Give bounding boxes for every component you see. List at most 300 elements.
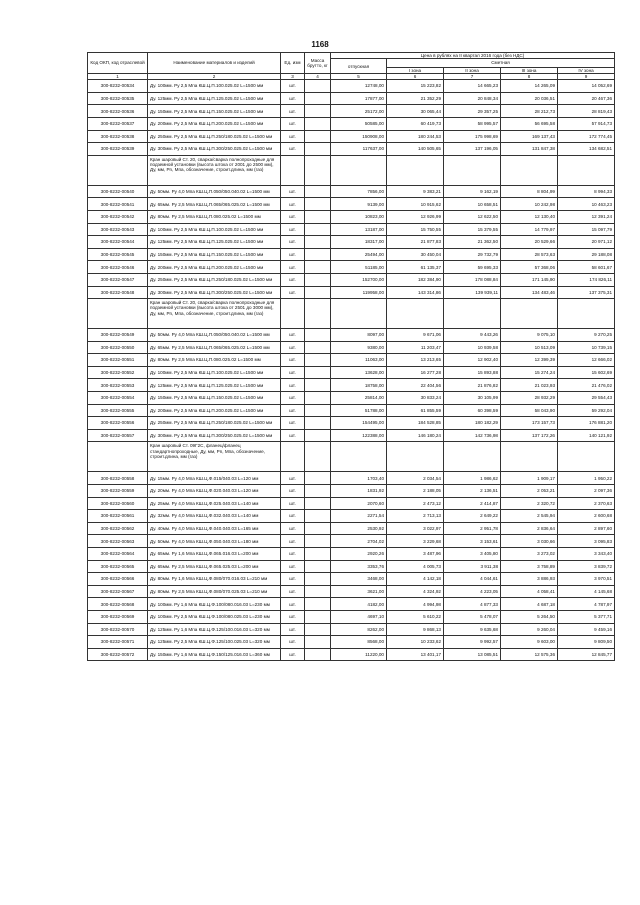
cell-unit: шт. [281,573,305,586]
cell-code: 300-8232-00537 [88,117,148,130]
table-row [88,261,615,274]
cell-mass [305,198,331,211]
cell-unit: шт. [281,80,305,93]
header-estimate: Сметная [387,59,615,68]
cell-name: Ду. 80мм. Ру 2,5 Мпа КШ.Ц.П.080.025.02 L=1500 мм [148,210,281,223]
cell-zone-3-price: 20 529,66 [501,236,558,249]
column-number: 9 [558,74,615,80]
cell-unit: шт. [281,261,305,274]
cell-zone-2-price: 139 939,11 [444,286,501,299]
column-number: 1 [88,74,148,80]
column-number: 7 [444,74,501,80]
cell-zone-2-price: 2 649,22 [444,510,501,523]
cell-name: Ду. 300мм. Ру 2,5 Мпа КШ.Ц.П.300/250.025.02 L=1500 мм [148,143,281,156]
cell-name: Ду. 100мм. Ру 2,5 Мпа КШ.Ц.П.100.025.02 L=1500 мм [148,80,281,93]
cell-release-price: 3353,76 [331,560,387,573]
cell-zone-1-price: 16 277,28 [387,366,444,379]
cell-zone-3-price: 8 804,99 [501,185,558,198]
cell-release-price: 11063,00 [331,354,387,367]
cell-release-price: 2530,92 [331,522,387,535]
cell-unit: шт. [281,366,305,379]
cell-code: 300-8232-00554 [88,392,148,405]
cell-code: 300-8232-00567 [88,585,148,598]
cell-mass [305,379,331,392]
cell-zone-4-price: 9 270,25 [558,329,615,342]
cell-name: Ду. 125мм. Ру 2,5 Мпа КШ.Ц.П.125.025.02 L=1500 мм [148,379,281,392]
cell-name: Ду. 15мм. Ру 4,0 Мпа КШ.Ц.Ф.015/040.03 L=120 мм [148,472,281,485]
cell-unit: шт. [281,392,305,405]
cell-zone-3-price: 28 212,73 [501,105,558,118]
cell-zone-1-price: 182 384,90 [387,273,444,286]
cell-code: 300-8232-00547 [88,273,148,286]
cell-zone-3-price: 9 603,00 [501,636,558,649]
cell-code: 300-8232-00562 [88,522,148,535]
cell-zone-3-price: 131 847,38 [501,143,558,156]
table-row [88,143,615,156]
cell-zone-1-price: 2 713,13 [387,510,444,523]
cell-zone-3-price: 58 043,90 [501,404,558,417]
cell-zone-1-price [387,299,444,329]
cell-name: Ду. 200мм. Ру 2,5 Мпа КШ.Ц.П.200.025.02 L=1500 мм [148,404,281,417]
table-row [88,404,615,417]
cell-zone-3-price: 137 172,26 [501,429,558,442]
column-number: 3 [281,74,305,80]
table-row [88,472,615,485]
cell-release-price: 2704,02 [331,535,387,548]
cell-unit: шт. [281,623,305,636]
cell-code: 300-8232-00564 [88,548,148,561]
group-heading-row [88,299,615,329]
cell-zone-4-price: 10 463,23 [558,198,615,211]
cell-zone-2-price [444,442,501,472]
cell-name: Кран шаровый Ст. 20, сварка/сварка полнопроходные для подземной установки (высота штока от 2501 до 3000 мм), Ду, мм, Рn, Мпа, обозначение, строит.длина, мм (газ) [148,299,281,329]
cell-zone-2-price: 3 153,61 [444,535,501,548]
cell-mass [305,598,331,611]
cell-release-price: 3468,00 [331,573,387,586]
cell-mass [305,117,331,130]
cell-zone-1-price: 30 450,04 [387,248,444,261]
cell-name: Ду. 50мм. Ру 4,0 Мпа КШ.Ц.П.050/050.040.02 L=1500 мм [148,329,281,342]
cell-unit: шт. [281,472,305,485]
cell-mass [305,286,331,299]
cell-name: Ду. 65мм. Ру 2,5 Мпа КШ.Ц.П.065/065.025.02 L=1500 мм [148,198,281,211]
cell-zone-2-price: 178 088,84 [444,273,501,286]
cell-code: 300-8232-00555 [88,404,148,417]
table-row [88,510,615,523]
cell-zone-2-price: 142 736,98 [444,429,501,442]
cell-zone-2-price: 5 478,07 [444,610,501,623]
cell-zone-4-price: 12 391,24 [558,210,615,223]
cell-zone-2-price: 20 848,34 [444,92,501,105]
cell-zone-4-price: 2 600,68 [558,510,615,523]
cell-zone-4-price: 9 809,50 [558,636,615,649]
cell-code: 300-8232-00553 [88,379,148,392]
cell-mass [305,210,331,223]
cell-zone-1-price: 2 188,05 [387,485,444,498]
cell-zone-4-price: 1 950,22 [558,472,615,485]
table-row [88,210,615,223]
cell-zone-1-price: 9 868,13 [387,623,444,636]
cell-zone-3-price: 171 145,90 [501,273,558,286]
cell-release-price: 122388,00 [331,429,387,442]
cell-zone-1-price: 61 135,37 [387,261,444,274]
cell-name: Ду. 250мм. Ру 2,5 Мпа КШ.Ц.П.250/180.025.02 L=1500 мм [148,273,281,286]
cell-zone-2-price: 15 893,88 [444,366,501,379]
cell-release-price: 12748,00 [331,80,387,93]
cell-zone-4-price: 20 467,36 [558,92,615,105]
cell-zone-1-price: 3 229,68 [387,535,444,548]
column-number: 8 [501,74,558,80]
header-code: Код ОКП, код отраслевой [88,53,148,74]
cell-code: 300-8232-00535 [88,92,148,105]
cell-release-price: 1831,92 [331,485,387,498]
cell-zone-3-price: 1 909,17 [501,472,558,485]
table-row [88,560,615,573]
cell-zone-2-price: 60 398,59 [444,404,501,417]
cell-zone-3-price: 5 264,50 [501,610,558,623]
table-row [88,105,615,118]
cell-name: Ду. 80мм. Ру 2,5 Мпа КШ.Ц.П.080.025.02 L=1500 мм [148,354,281,367]
cell-mass [305,522,331,535]
cell-code: 300-8232-00540 [88,185,148,198]
cell-release-price: 2070,60 [331,497,387,510]
cell-zone-2-price: 9 162,19 [444,185,501,198]
cell-zone-4-price: 57 914,73 [558,117,615,130]
cell-zone-2-price: 12 622,50 [444,210,501,223]
cell-name: Ду. 125мм. Ру 2,5 Мпа КШ.Ц.П.125.025.02 L=1500 мм [148,92,281,105]
cell-zone-1-price: 143 314,86 [387,286,444,299]
table-row [88,329,615,342]
cell-zone-1-price: 10 233,62 [387,636,444,649]
cell-release-price: 18758,00 [331,379,387,392]
cell-unit: шт. [281,560,305,573]
cell-code: 300-8232-00545 [88,248,148,261]
table-row [88,130,615,143]
cell-zone-3-price: 2 836,64 [501,522,558,535]
cell-code: 300-8232-00556 [88,417,148,430]
table-row [88,548,615,561]
cell-zone-4-price: 174 826,11 [558,273,615,286]
cell-zone-2-price: 1 986,62 [444,472,501,485]
cell-zone-2-price [444,155,501,185]
cell-name: Ду. 100мм. Ру 1,6 Мпа КШ.Ц.Ф.100/080.016.03 L=230 мм [148,598,281,611]
cell-unit: шт. [281,354,305,367]
cell-unit: шт. [281,236,305,249]
cell-unit: шт. [281,105,305,118]
cell-zone-2-price: 21 876,82 [444,379,501,392]
cell-zone-2-price: 29 357,25 [444,105,501,118]
cell-zone-1-price: 10 915,62 [387,198,444,211]
cell-zone-2-price: 9 635,68 [444,623,501,636]
cell-zone-2-price: 12 902,40 [444,354,501,367]
cell-release-price: 51788,00 [331,404,387,417]
cell-zone-4-price: 172 774,45 [558,130,615,143]
cell-mass [305,485,331,498]
cell-zone-1-price: 21 352,29 [387,92,444,105]
cell-release-price: 11220,00 [331,648,387,661]
header-mass: Масса брутто, кг [305,53,331,74]
cell-zone-4-price: 10 739,15 [558,341,615,354]
table-row [88,585,615,598]
cell-zone-1-price: 11 203,47 [387,341,444,354]
cell-code: 300-8232-00560 [88,497,148,510]
cell-mass [305,105,331,118]
cell-code: 300-8232-00536 [88,105,148,118]
cell-release-price: 13187,00 [331,223,387,236]
cell-name: Ду. 300мм. Ру 2,5 Мпа КШ.Ц.П.300/250.025.02 L=1500 мм [148,429,281,442]
cell-zone-1-price: 60 419,73 [387,117,444,130]
cell-zone-2-price: 21 362,50 [444,236,501,249]
cell-zone-1-price [387,442,444,472]
cell-mass [305,130,331,143]
cell-zone-2-price: 10 658,51 [444,198,501,211]
column-number: 5 [331,74,387,80]
cell-name: Кран шаровый Ст. 09Г2С, фланец/фланец стандартнопроходные, Ду, мм, Рn, Мпа, обозначение, строит.длина, мм (газ) [148,442,281,472]
cell-zone-1-price: 15 223,82 [387,80,444,93]
cell-zone-1-price: 9 383,21 [387,185,444,198]
cell-release-price: 1703,40 [331,472,387,485]
cell-release-price: 119958,00 [331,286,387,299]
cell-code: 300-8232-00544 [88,236,148,249]
cell-mass [305,573,331,586]
cell-unit: шт. [281,522,305,535]
cell-release-price [331,155,387,185]
table-row [88,92,615,105]
cell-zone-2-price: 29 732,79 [444,248,501,261]
cell-mass [305,92,331,105]
cell-mass [305,497,331,510]
cell-zone-4-price [558,442,615,472]
table-row [88,273,615,286]
cell-zone-3-price: 56 695,58 [501,117,558,130]
cell-zone-3-price: 3 886,93 [501,573,558,586]
cell-release-price [331,442,387,472]
cell-code: 300-8232-00538 [88,130,148,143]
cell-zone-4-price: 14 052,69 [558,80,615,93]
cell-zone-1-price: 140 505,65 [387,143,444,156]
cell-mass [305,143,331,156]
cell-zone-2-price: 9 443,26 [444,329,501,342]
cell-name: Ду. 80мм. Ру 2,5 Мпа КШ.Ц.Ф.080/070.025.03 L=210 мм [148,585,281,598]
cell-release-price: 152700,00 [331,273,387,286]
cell-code [88,442,148,472]
table-row [88,485,615,498]
cell-release-price: 18317,00 [331,236,387,249]
cell-code: 300-8232-00551 [88,354,148,367]
cell-zone-2-price: 10 939,58 [444,341,501,354]
cell-name: Ду. 150мм. Ру 1,6 Мпа КШ.Ц.Ф.150/125.016.03 L=360 мм [148,648,281,661]
table-row [88,198,615,211]
cell-zone-1-price: 2 034,54 [387,472,444,485]
cell-code: 300-8232-00572 [88,648,148,661]
cell-zone-4-price: 12 845,77 [558,648,615,661]
table-header [88,53,615,80]
cell-unit: шт. [281,286,305,299]
cell-zone-3-price: 28 932,29 [501,392,558,405]
cell-zone-1-price: 12 926,99 [387,210,444,223]
table-row [88,535,615,548]
cell-mass [305,623,331,636]
cell-unit [281,155,305,185]
cell-mass [305,185,331,198]
cell-zone-4-price: 29 188,08 [558,248,615,261]
cell-mass [305,442,331,472]
cell-name: Ду. 300мм. Ру 2,5 Мпа КШ.Ц.П.300/250.025.02 L=1500 мм [148,286,281,299]
cell-zone-2-price: 3 911,38 [444,560,501,573]
cell-mass [305,510,331,523]
cell-zone-4-price: 140 121,92 [558,429,615,442]
cell-code: 300-8232-00552 [88,366,148,379]
cell-name: Ду. 65мм. Ру 1,6 Мпа КШ.Ц.Ф.065.016.03 L=200 мм [148,548,281,561]
cell-unit: шт. [281,636,305,649]
table-row [88,341,615,354]
cell-release-price: 10823,00 [331,210,387,223]
cell-code: 300-8232-00557 [88,429,148,442]
cell-name: Кран шаровый Ст. 20, сварка/сварка полнопроходные для подземной установки (высота штока от 2001 до 2500 мм), Ду, мм, Рn, Мпа, обозначение, строит.длина, мм (газ) [148,155,281,185]
cell-zone-4-price: 4 787,97 [558,598,615,611]
table-row [88,636,615,649]
cell-zone-2-price: 14 665,23 [444,80,501,93]
price-table [87,52,615,661]
cell-zone-3-price: 10 242,98 [501,198,558,211]
cell-zone-3-price: 21 023,93 [501,379,558,392]
cell-unit: шт. [281,92,305,105]
cell-zone-4-price: 4 145,68 [558,585,615,598]
header-zone-3: III зона [501,67,558,73]
cell-zone-2-price [444,299,501,329]
cell-zone-3-price: 3 758,89 [501,560,558,573]
cell-mass [305,560,331,573]
table-row [88,354,615,367]
cell-name: Ду. 20мм. Ру 4,0 Мпа КШ.Ц.Ф.020.040.03 L=120 мм [148,485,281,498]
cell-name: Ду. 125мм. Ру 2,5 Мпа КШ.Ц.Ф.125/100.025.03 L=320 мм [148,636,281,649]
cell-release-price: 17877,00 [331,92,387,105]
cell-mass [305,636,331,649]
table-row [88,598,615,611]
cell-zone-4-price: 21 476,02 [558,379,615,392]
cell-zone-4-price: 12 666,02 [558,354,615,367]
cell-zone-1-price: 13 401,17 [387,648,444,661]
cell-name: Ду. 200мм. Ру 2,5 Мпа КШ.Ц.П.200.025.02 L=1500 мм [148,117,281,130]
cell-release-price: 8262,00 [331,623,387,636]
cell-zone-4-price: 134 682,51 [558,143,615,156]
table-row [88,392,615,405]
cell-zone-2-price: 30 105,99 [444,392,501,405]
cell-unit: шт. [281,648,305,661]
cell-zone-1-price: 21 877,83 [387,236,444,249]
cell-name: Ду. 50мм. Ру 4,0 Мпа КШ.Ц.Ф.050.040.03 L=180 мм [148,535,281,548]
cell-mass [305,236,331,249]
cell-name: Ду. 150мм. Ру 2,5 Мпа КШ.Ц.П.150.025.02 L=1500 мм [148,248,281,261]
cell-zone-4-price: 3 839,72 [558,560,615,573]
cell-unit: шт. [281,598,305,611]
cell-release-price: 4182,00 [331,598,387,611]
cell-unit [281,442,305,472]
cell-name: Ду. 125мм. Ру 2,5 Мпа КШ.Ц.П.125.025.02 L=1500 мм [148,236,281,249]
table-row [88,429,615,442]
cell-unit: шт. [281,210,305,223]
table-row [88,286,615,299]
cell-mass [305,223,331,236]
cell-zone-3-price: 14 779,97 [501,223,558,236]
cell-mass [305,392,331,405]
cell-zone-3-price: 4 687,18 [501,598,558,611]
cell-zone-3-price: 12 575,36 [501,648,558,661]
cell-zone-1-price: 180 244,53 [387,130,444,143]
cell-zone-3-price: 12 130,40 [501,210,558,223]
column-number: 4 [305,74,331,80]
cell-mass [305,329,331,342]
cell-unit [281,299,305,329]
cell-mass [305,429,331,442]
table-row [88,497,615,510]
cell-name: Ду. 250мм. Ру 2,5 Мпа КШ.Ц.П.250/180.025.02 L=1500 мм [148,417,281,430]
cell-unit: шт. [281,379,305,392]
cell-name: Ду. 100мм. Ру 2,5 Мпа КШ.Ц.П.100.025.02 L=1500 мм [148,366,281,379]
cell-release-price [331,299,387,329]
cell-zone-1-price: 30 833,24 [387,392,444,405]
cell-release-price: 150908,00 [331,130,387,143]
table-row [88,248,615,261]
cell-zone-4-price: 2 897,60 [558,522,615,535]
cell-zone-4-price: 59 292,04 [558,404,615,417]
cell-mass [305,548,331,561]
header-unit: Ед. изм [281,53,305,74]
cell-unit: шт. [281,341,305,354]
cell-mass [305,366,331,379]
header-release: отпускная [331,59,387,74]
cell-zone-3-price [501,442,558,472]
cell-zone-3-price: 20 036,51 [501,92,558,105]
cell-code: 300-8232-00548 [88,286,148,299]
cell-code: 300-8232-00569 [88,610,148,623]
cell-unit: шт. [281,404,305,417]
cell-release-price: 3621,00 [331,585,387,598]
cell-unit: шт. [281,485,305,498]
cell-release-price: 117637,00 [331,143,387,156]
cell-zone-4-price: 3 343,40 [558,548,615,561]
cell-zone-1-price [387,155,444,185]
cell-name: Ду. 250мм. Ру 2,5 Мпа КШ.Ц.П.250/180.025.02 L=1500 мм [148,130,281,143]
cell-zone-3-price: 4 058,41 [501,585,558,598]
cell-release-price: 8097,00 [331,329,387,342]
header-zone-2: II зона [444,67,501,73]
header-zone-4: IV зона [558,67,615,73]
cell-unit: шт. [281,117,305,130]
cell-zone-4-price: 8 994,33 [558,185,615,198]
cell-mass [305,341,331,354]
cell-zone-2-price: 4 044,61 [444,573,501,586]
cell-zone-2-price: 2 136,51 [444,485,501,498]
cell-unit: шт. [281,535,305,548]
cell-code: 300-8232-00550 [88,341,148,354]
cell-name: Ду. 200мм. Ру 2,5 Мпа КШ.Ц.П.200.025.02 L=1500 мм [148,261,281,274]
cell-zone-4-price: 2 097,36 [558,485,615,498]
table-row [88,236,615,249]
cell-release-price: 13628,00 [331,366,387,379]
cell-code: 300-8232-00558 [88,472,148,485]
header-zone-1: I зона [387,67,444,73]
cell-code: 300-8232-00565 [88,560,148,573]
cell-mass [305,585,331,598]
cell-zone-4-price: 137 375,31 [558,286,615,299]
cell-code: 300-8232-00559 [88,485,148,498]
cell-zone-2-price: 2 414,87 [444,497,501,510]
cell-code: 300-8232-00549 [88,329,148,342]
cell-unit: шт. [281,130,305,143]
cell-zone-2-price: 3 405,80 [444,548,501,561]
cell-code: 300-8232-00570 [88,623,148,636]
